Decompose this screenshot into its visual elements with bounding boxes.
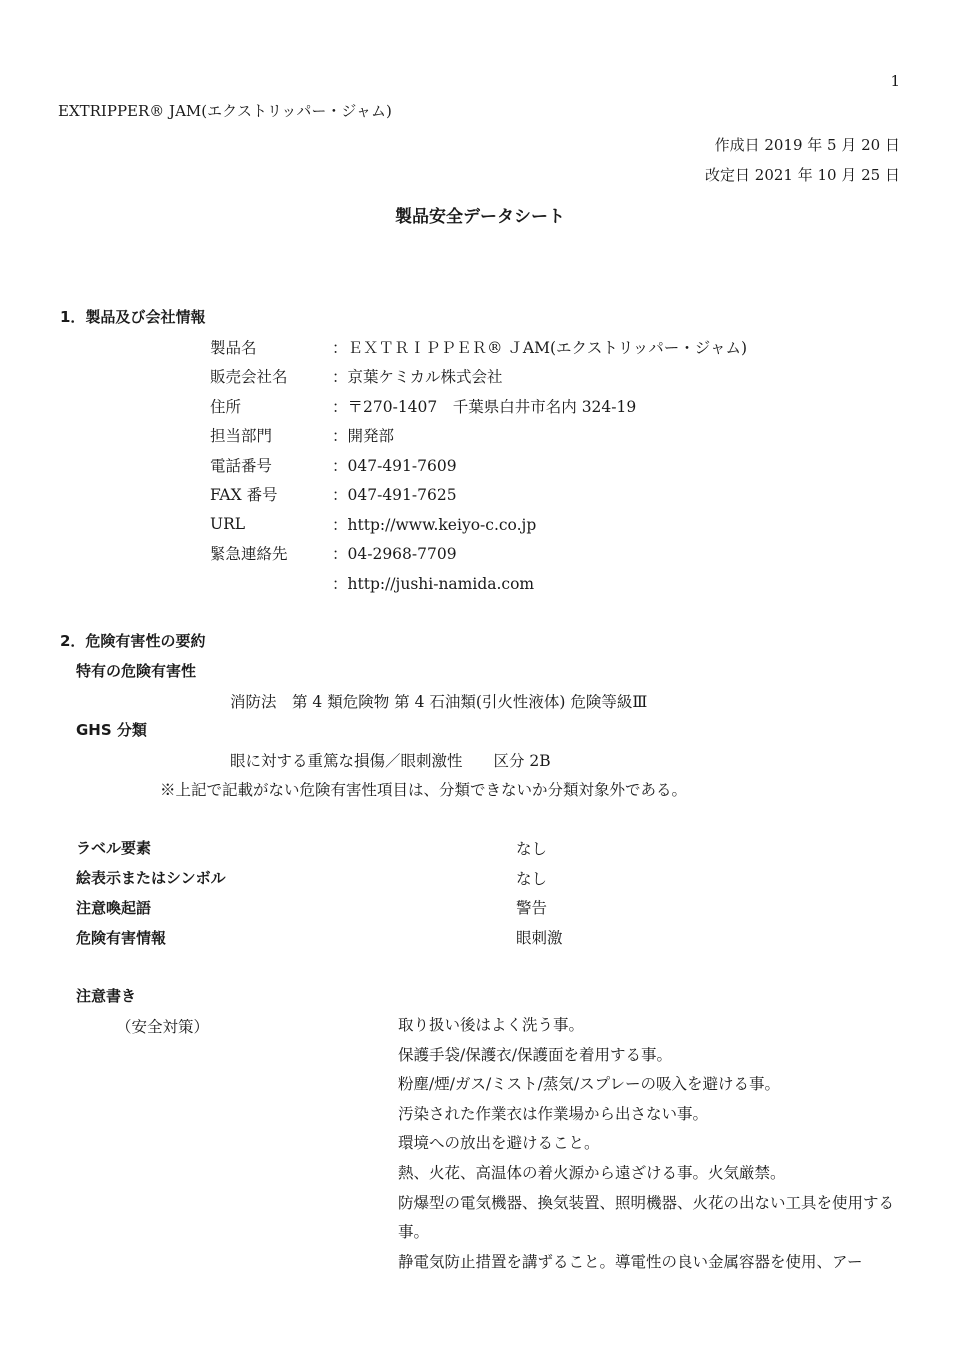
page-number: 1 xyxy=(890,72,900,90)
info-row xyxy=(210,539,747,569)
revised-date: 改定日 2021 年 10 月 25 日 xyxy=(705,166,900,184)
info-label: FAX 番号 xyxy=(210,486,278,505)
info-label: URL xyxy=(210,514,246,533)
document-title: 製品安全データシート xyxy=(395,207,565,227)
label-key: 絵表示またはシンボル xyxy=(76,869,226,888)
precautions-heading: 注意書き xyxy=(76,987,137,1005)
label-row xyxy=(76,922,563,952)
info-label: 担当部門 xyxy=(210,427,273,446)
list-item: 防爆型の電気機器、換気装置、照明機器、火花の出ない工具を使用する事。 xyxy=(398,1193,895,1242)
info-row xyxy=(210,362,747,392)
ghs-heading: GHS 分類 xyxy=(76,721,147,739)
hazard-note: ※上記で記載がない危険有害性項目は、分類できないか分類対象外である。 xyxy=(160,781,688,799)
label-row xyxy=(76,863,563,893)
info-value: ：京葉ケミカル株式会社 xyxy=(332,368,503,387)
info-value: ：047-491-7609 xyxy=(332,456,457,475)
info-label: 住所 xyxy=(210,397,242,416)
info-row xyxy=(210,480,747,510)
date-block xyxy=(705,130,900,190)
label-key: 危険有害情報 xyxy=(76,928,167,947)
info-value: ：〒270-1407 千葉県白井市名内 324-19 xyxy=(332,397,637,416)
ghs-text: 眼に対する重篤な損傷／眼刺激性 区分 2B xyxy=(230,752,551,770)
label-value: なし xyxy=(516,839,548,858)
label-value: なし xyxy=(516,869,548,888)
info-label: 販売会社名 xyxy=(210,368,288,387)
list-item: 保護手袋/保護衣/保護面を着用する事。 xyxy=(398,1045,672,1064)
info-value: ：開発部 xyxy=(332,427,395,446)
info-row xyxy=(210,391,747,421)
info-row xyxy=(210,332,747,362)
info-label: 緊急連絡先 xyxy=(210,545,288,564)
section2-heading: 2．危険有害性の要約 xyxy=(60,632,206,650)
list-item: 取り扱い後はよく洗う事。 xyxy=(398,1016,585,1034)
label-elements-table xyxy=(76,833,563,952)
info-row xyxy=(210,450,747,480)
specific-hazard-text: 消防法 第 4 類危険物 第 4 石油類(引火性液体) 危険等級Ⅲ xyxy=(230,693,648,711)
info-value: ：04-2968-7709 xyxy=(332,545,457,564)
label-value: 眼刺激 xyxy=(516,929,563,948)
safety-measures-label: （安全対策） xyxy=(116,1018,210,1036)
specific-hazard-heading: 特有の危険有害性 xyxy=(76,662,197,680)
info-row xyxy=(210,509,747,539)
list-item: 粉塵/煙/ガス/ミスト/蒸気/スプレーの吸入を避ける事。 xyxy=(398,1075,780,1094)
list-item: 環境への放出を避けること。 xyxy=(398,1134,600,1153)
info-row xyxy=(210,421,747,451)
info-label: 電話番号 xyxy=(210,456,273,475)
product-header: EXTRIPPER® JAM(エクストリッパー・ジャム) xyxy=(58,102,392,120)
info-label: 製品名 xyxy=(210,338,257,357)
emergency-url-link[interactable]: ：http://jushi-namida.com xyxy=(332,574,535,593)
info-value: ：047-491-7625 xyxy=(332,486,457,505)
label-row xyxy=(76,893,563,923)
label-key: ラベル要素 xyxy=(76,839,152,858)
section1-heading: 1．製品及び会社情報 xyxy=(60,308,206,326)
url-link[interactable]: ：http://www.keiyo-c.co.jp xyxy=(332,515,537,534)
label-row xyxy=(76,833,563,863)
list-item: 静電気防止措置を講ずること。導電性の良い金属容器を使用、アー xyxy=(398,1252,863,1271)
safety-measures-list xyxy=(398,1011,904,1277)
label-key: 注意喚起語 xyxy=(76,898,152,917)
created-date: 作成日 2019 年 5 月 20 日 xyxy=(714,136,900,154)
list-item: 熱、火花、高温体の着火源から遠ざける事。火気厳禁。 xyxy=(398,1163,786,1182)
list-item: 汚染された作業衣は作業場から出さない事。 xyxy=(398,1104,709,1123)
info-value: ：ＥＸＴＲＩＰＰＥＲ® ＪAM(エクストリッパー・ジャム) xyxy=(332,338,748,357)
label-value: 警告 xyxy=(516,899,548,918)
company-info-table xyxy=(210,332,747,598)
info-row xyxy=(210,568,747,598)
